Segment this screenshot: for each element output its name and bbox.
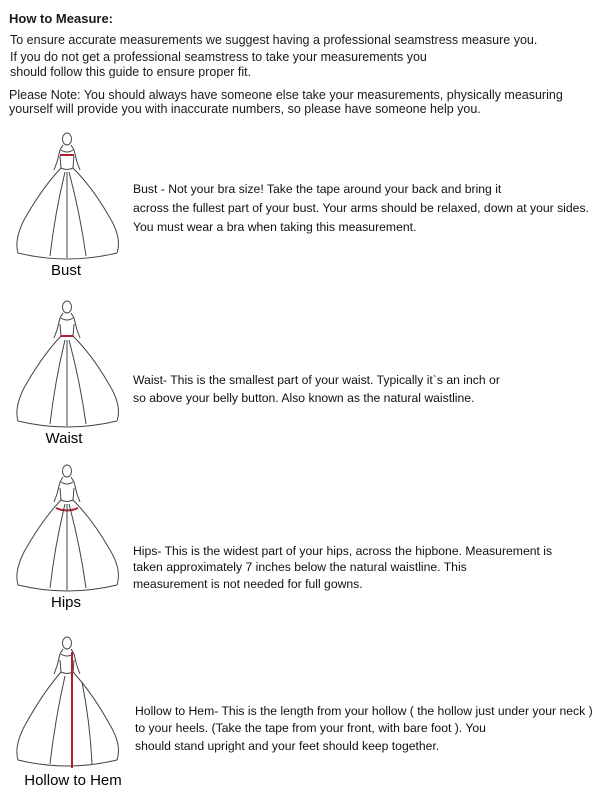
hips-desc-line-1: Hips- This is the widest part of your hips, across the hipbone. Measurement is [133, 544, 553, 558]
note-line-2: yourself will provide you with inaccurate numbers, so please have someone help you. [9, 102, 481, 116]
bust-desc-line-2: across the fullest part of your bust. Your arms should be relaxed, down at your sides. [133, 201, 589, 215]
hollow-to-hem-desc-line-2: to your heels. (Take the tape from your front, with bare foot ). You [135, 721, 486, 735]
waist-desc-line-2: so above your belly button. Also known as the natural waistline. [133, 391, 475, 405]
bust-dress-illustration [10, 128, 125, 263]
note-line-1: Please Note: You should always have someone else take your measurements, physically measuring [9, 88, 563, 102]
waist-desc-line-1: Waist- This is the smallest part of your waist. Typically it`s an inch or [133, 373, 500, 387]
page-title: How to Measure: [9, 11, 114, 26]
hollow-to-hem-desc-line-3: should stand upright and your feet should keep together. [135, 739, 440, 753]
intro-line-3: should follow this guide to ensure proper fit. [10, 65, 252, 78]
intro-line-2: If you do not get a professional seamstress to take your measurements you [10, 50, 427, 64]
waist-dress-illustration [10, 296, 125, 431]
hollow-to-hem-caption: Hollow to Hem [24, 772, 122, 789]
intro-line-1: To ensure accurate measurements we suggest having a professional seamstress measure you. [10, 33, 538, 47]
hips-caption: Hips [50, 594, 81, 611]
bust-desc-line-3: You must wear a bra when taking this measurement. [133, 220, 417, 234]
bust-desc-line-1: Bust - Not your bra size! Take the tape around your back and bring it [133, 182, 502, 196]
hips-dress-illustration [10, 460, 125, 595]
hollow-to-hem-dress-illustration [10, 632, 125, 772]
hollow-to-hem-desc-line-1: Hollow to Hem- This is the length from your hollow ( the hollow just under your neck ) [135, 704, 593, 718]
waist-caption: Waist [45, 430, 83, 447]
hips-desc-line-3: measurement is not needed for full gowns. [133, 577, 363, 591]
bust-caption: Bust [50, 262, 81, 279]
hips-desc-line-2: taken approximately 7 inches below the natural waistline. This [133, 560, 467, 574]
